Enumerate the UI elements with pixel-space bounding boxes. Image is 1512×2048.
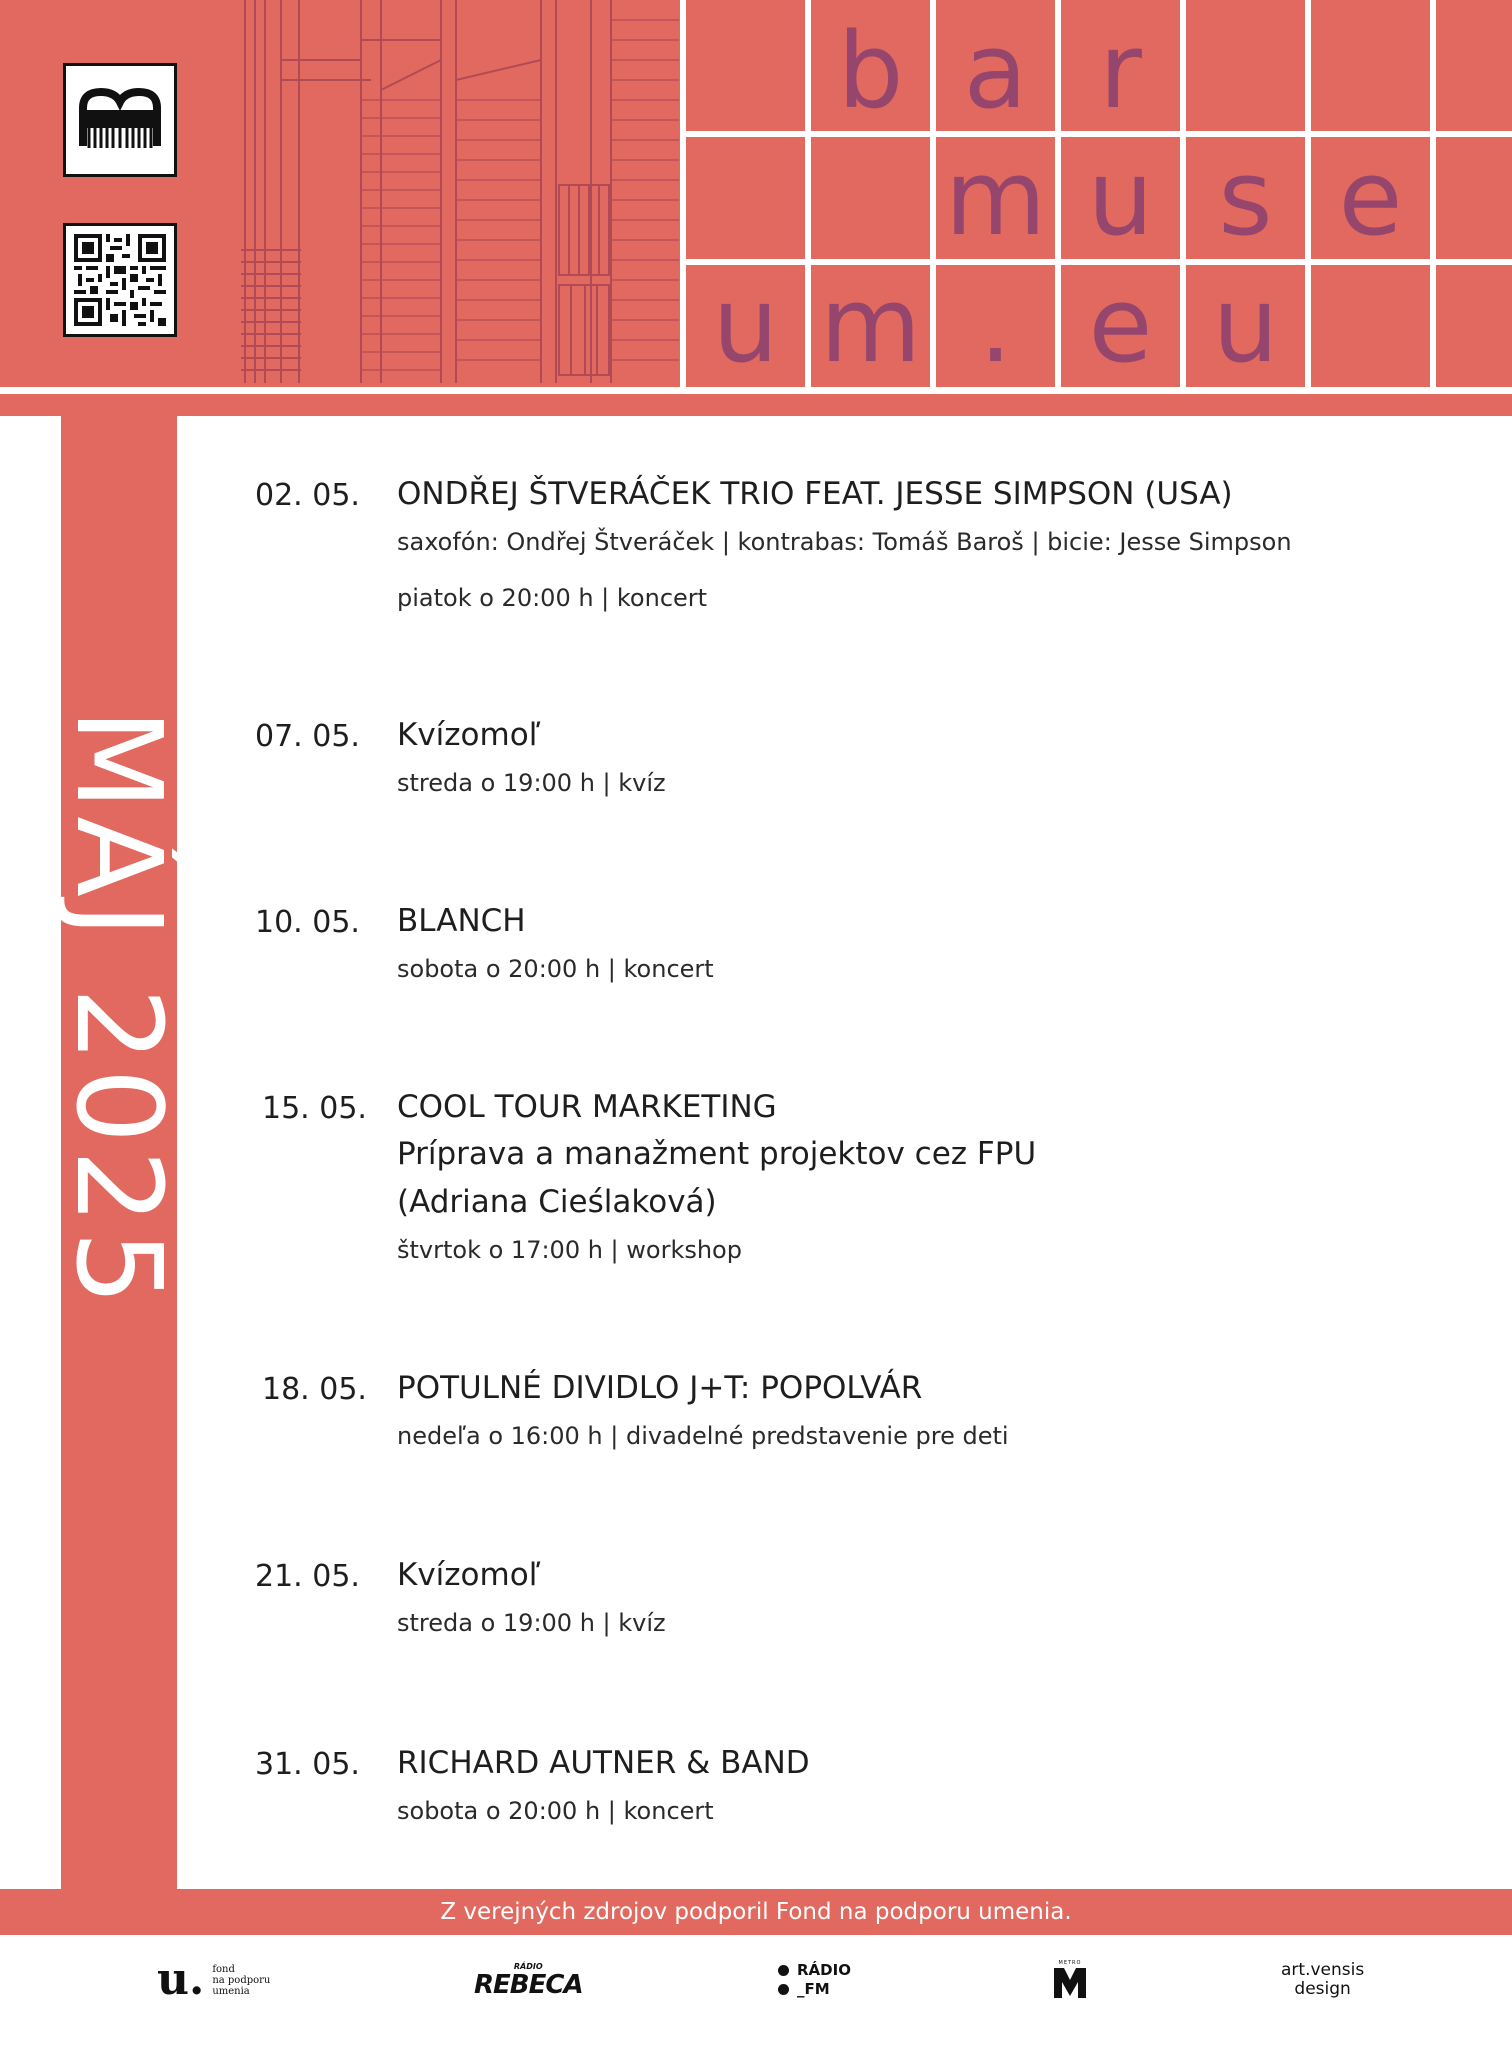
grid-letter: u — [1212, 263, 1279, 386]
qr-code-icon — [74, 234, 166, 326]
grid-letter: m — [944, 137, 1047, 259]
event-title: Kvízomoľ — [397, 1557, 541, 1593]
dot-icon — [778, 1965, 789, 1976]
fm-line1: RÁDIO — [797, 1961, 851, 1979]
grid-letter: . — [978, 263, 1013, 386]
support-text: Z verejných zdrojov podporil Fond na podporu umenia. — [440, 1899, 1072, 1925]
header-band — [0, 394, 1512, 416]
partner-radio-fm-logo[interactable] — [778, 1955, 851, 2005]
month-title: MÁJ 2025 — [50, 708, 188, 1312]
event-title: COOL TOUR MARKETING — [397, 1089, 777, 1125]
event-time: sobota o 20:00 h | koncert — [397, 955, 714, 983]
event-date: 18. 05. — [262, 1372, 367, 1407]
bar-museum-logo-icon — [79, 88, 161, 152]
grid-letter: m — [819, 263, 922, 386]
building-illustration — [241, 0, 679, 383]
grid-letter: r — [1099, 10, 1142, 132]
fpu-text-line: na podporu — [212, 1974, 271, 1986]
event-time: streda o 19:00 h | kvíz — [397, 769, 666, 797]
event-date: 15. 05. — [262, 1091, 367, 1126]
event-title-line3: (Adriana Cieślaková) — [397, 1184, 717, 1220]
event-title: BLANCH — [397, 903, 526, 939]
grid-letter: u — [1087, 137, 1154, 259]
event-time: piatok o 20:00 h | koncert — [397, 584, 708, 612]
metro-small-text: METRO — [1058, 1960, 1082, 1966]
support-banner — [0, 1889, 1512, 1935]
rebeca-wordmark: REBECA — [474, 1969, 583, 2000]
header — [0, 0, 1512, 387]
partner-fpu-logo[interactable] — [157, 1955, 270, 2005]
event-title-line2: Príprava a manažment projektov cez FPU — [397, 1136, 1037, 1172]
event-date: 02. 05. — [255, 478, 360, 513]
event-date: 10. 05. — [255, 905, 360, 940]
partner-radio-rebeca-logo[interactable] — [474, 1955, 583, 2005]
qr-code[interactable] — [63, 223, 177, 337]
event-details: saxofón: Ondřej Štveráček | kontrabas: Tomáš Baroš | bicie: Jesse Simpson — [397, 528, 1292, 556]
grid-letter: s — [1218, 137, 1273, 259]
event-title: Kvízomoľ — [397, 717, 541, 753]
dot-icon — [778, 1984, 789, 1995]
fpu-mark: u. — [157, 1954, 205, 2005]
event-time: nedeľa o 16:00 h | divadelné predstavenie pre deti — [397, 1422, 1009, 1450]
partner-artvensis-logo[interactable] — [1281, 1955, 1364, 2005]
event-title: POTULNÉ DIVIDLO J+T: POPOLVÁR — [397, 1370, 923, 1406]
event-date: 21. 05. — [255, 1559, 360, 1594]
event-title: RICHARD AUTNER & BAND — [397, 1745, 810, 1781]
header-divider — [0, 387, 1512, 394]
artvensis-line1: art.vensis — [1281, 1960, 1365, 1980]
grid-letter: e — [1088, 263, 1153, 386]
partner-metro-logo[interactable] — [1052, 1955, 1088, 2005]
metro-m-icon — [1052, 1966, 1088, 2000]
artvensis-line2: design — [1294, 1979, 1351, 1999]
event-time: štvrtok o 17:00 h | workshop — [397, 1236, 742, 1264]
rebeca-small-text: RÁDIO — [513, 1961, 543, 1971]
event-date: 07. 05. — [255, 719, 360, 754]
event-time: sobota o 20:00 h | koncert — [397, 1797, 714, 1825]
event-date: 31. 05. — [255, 1747, 360, 1782]
fm-line2: _FM — [797, 1980, 830, 1998]
grid-letter: e — [1338, 137, 1403, 259]
bar-museum-url-grid — [680, 0, 1512, 387]
event-title: ONDŘEJ ŠTVERÁČEK TRIO FEAT. JESSE SIMPSON (USA) — [397, 476, 1233, 512]
grid-letter: u — [712, 263, 779, 386]
event-time: streda o 19:00 h | kvíz — [397, 1609, 666, 1637]
grid-letter: a — [963, 10, 1028, 132]
fpu-text-line: fond — [212, 1963, 235, 1975]
grid-letter: b — [837, 10, 904, 132]
bar-museum-logo[interactable] — [63, 63, 177, 177]
fpu-text-line: umenia — [212, 1985, 250, 1997]
